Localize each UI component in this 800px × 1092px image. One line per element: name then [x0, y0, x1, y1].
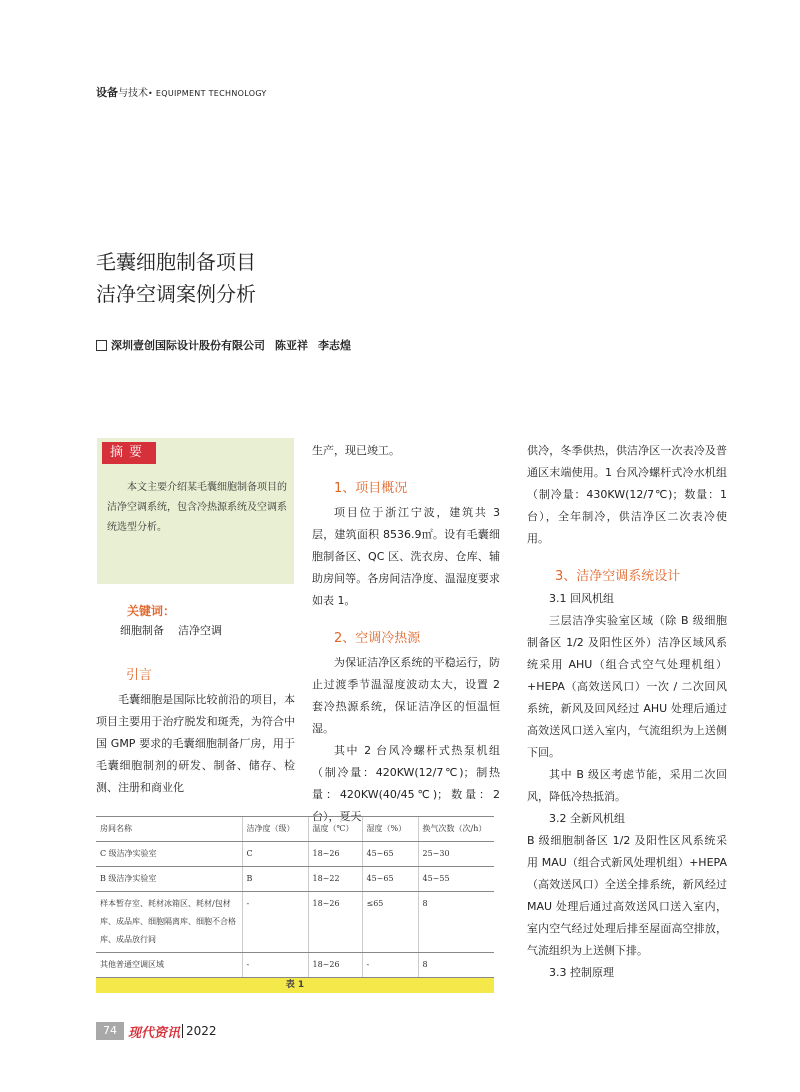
table-cell: - [242, 953, 308, 978]
section-3-heading: 3、洁净空调系统设计 [555, 569, 681, 584]
page-footer [96, 1022, 217, 1040]
table-row [96, 892, 494, 953]
table-cell: B [242, 867, 308, 892]
title-line-2: 洁净空调案例分析 [96, 282, 256, 306]
table-cell: 8 [418, 892, 494, 953]
column-2 [312, 440, 500, 828]
table-cell: - [362, 953, 418, 978]
affiliation: 深圳壹创国际设计股份有限公司 [111, 339, 265, 352]
section-1-heading: 1、项目概况 [334, 481, 408, 496]
table-row [96, 842, 494, 867]
subsection-3-1: 3.1 回风机组 [549, 592, 614, 605]
table-cell: 25~30 [418, 842, 494, 867]
col3-paragraph-1: 供冷，冬季供热，供洁净区一次表冷及普通区末端使用。1 台风冷螺杆式冷水机组（制冷量：430KW(12/7℃)；数量：1 台），全年制冷，供洁净区二次表冷使用。 [527, 444, 727, 545]
section-2-heading: 2、空调冷热源 [334, 631, 421, 646]
table-cell: 18~26 [308, 842, 362, 867]
column-3 [527, 440, 727, 984]
table-cell: 8 [418, 953, 494, 978]
subsection-3-3: 3.3 控制原理 [549, 966, 614, 979]
title-line-1: 毛囊细胞制备项目 [96, 250, 256, 274]
header-english: • EQUIPMENT TECHNOLOGY [148, 89, 267, 98]
keywords-list: 细胞制备 洁净空调 [120, 624, 222, 637]
table-cell: - [242, 892, 308, 953]
issue-year: 2022 [182, 1024, 217, 1038]
page-number: 74 [96, 1022, 124, 1040]
table-cell: 样本暂存室、耗材冰箱区、耗材/包材库、成品库、细胞隔离库、细胞不合格库、成品放行间 [96, 892, 242, 953]
table-cell: 18~22 [308, 867, 362, 892]
author-1: 陈亚祥 [275, 339, 308, 352]
table-header-cell: 温度（℃） [308, 817, 362, 842]
table-cell: B 级洁净实验室 [96, 867, 242, 892]
author-2: 李志煌 [318, 339, 351, 352]
table-header-row [96, 817, 494, 842]
col3-paragraph-2: 三层洁净实验室区域（除 B 级细胞制备区 1/2 及阳性区外）洁净区域风系统采用 AHU（组合式空气处理机组）+HEPA（高效送风口）一次 / 二次回风系统，新风及回风经过 AHU 处理后通过高效送风口送入室内，气流组织为上送侧下回。 [527, 614, 727, 759]
table-cell: 45~65 [362, 842, 418, 867]
section-1-paragraph: 项目位于浙江宁波，建筑共 3 层，建筑面积 8536.9㎡。设有毛囊细胞制备区、QC 区、洗衣房、仓库、辅助房间等。各房间洁净度、温湿度要求如表 1。 [312, 506, 500, 607]
square-bullet-icon [96, 340, 107, 351]
table-cell: ≤65 [362, 892, 418, 953]
table-header-cell: 换气次数（次/h） [418, 817, 494, 842]
magazine-logo: 现代资讯 [128, 1025, 181, 1041]
table-cell: C [242, 842, 308, 867]
col3-paragraph-4: B 级细胞制备区 1/2 及阳性区风系统采用 MAU（组合式新风处理机组）+HEPA（高效送风口）全送全排系统，新风经过 MAU 处理后通过高效送风口送入室内，室内空气经过处理后排至屋面高空排放，气流组织为上送侧下排。 [527, 834, 727, 957]
table-row [96, 867, 494, 892]
col3-paragraph-3: 其中 B 级区考虑节能，采用二次回风，降低冷热抵消。 [527, 768, 727, 803]
table-row [96, 953, 494, 978]
table-cell: C 级洁净实验室 [96, 842, 242, 867]
section-2-paragraph-2: 其中 2 台风冷螺杆式热泵机组（制冷量：420KW(12/7℃)；制热量：420KW(40/45℃)；数量：2 台），夏天 [312, 744, 500, 823]
col2-continuation: 生产，现已竣工。 [312, 444, 400, 457]
section-2-paragraph-1: 为保证洁净区系统的平稳运行，防止过渡季节温湿度波动太大，设置 2 套冷热源系统，保证洁净区的恒温恒湿。 [312, 656, 500, 735]
table-header-cell: 湿度（%） [362, 817, 418, 842]
table-1 [96, 816, 494, 978]
subsection-3-2: 3.2 全新风机组 [549, 812, 625, 825]
header-section-rest: 与技术 [118, 88, 148, 99]
running-header [96, 84, 267, 100]
table-cell: 45~65 [362, 867, 418, 892]
intro-paragraph: 毛囊细胞是国际比较前沿的项目，本项目主要用于治疗脱发和斑秃，为符合中国 GMP 要求的毛囊细胞制备厂房，用于毛囊细胞制剂的研发、制备、储存、检测、注册和商业化 [96, 693, 295, 794]
header-section-bold: 设备 [96, 86, 118, 99]
abstract-box [97, 438, 294, 584]
table-cell: 45~55 [418, 867, 494, 892]
article-title [96, 246, 256, 310]
keywords-title: 关键词： [127, 604, 176, 618]
abstract-text: 本文主要介绍某毛囊细胞制备项目的洁净空调系统，包含冷热源系统及空调系统选型分析。 [107, 482, 287, 533]
table-cell: 18~26 [308, 953, 362, 978]
intro-heading: 引言 [126, 668, 153, 683]
table-cell: 其他普通空调区域 [96, 953, 242, 978]
table-cell: 18~26 [308, 892, 362, 953]
abstract-tag: 摘要 [102, 442, 156, 464]
table-header-cell: 房间名称 [96, 817, 242, 842]
author-line [96, 337, 351, 353]
column-1 [96, 665, 295, 799]
table-header-cell: 洁净度（级） [242, 817, 308, 842]
table-caption: 表 1 [96, 978, 494, 993]
